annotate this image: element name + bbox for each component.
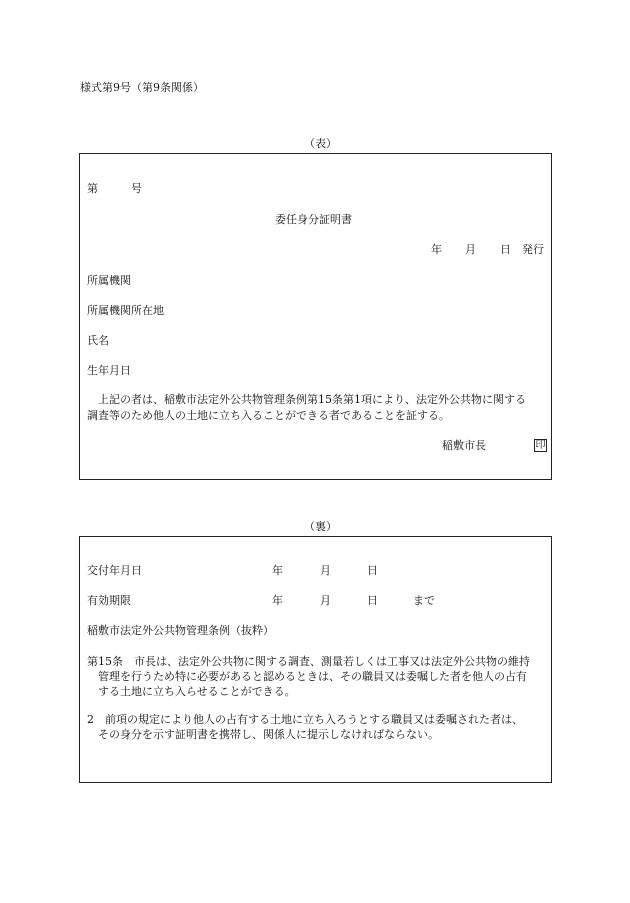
article-15-line-3: する土地に立ち入らせることができる。 <box>98 685 296 698</box>
valid-day: 日 <box>367 594 378 607</box>
valid-month: 月 <box>320 594 331 607</box>
clause-2-line-1: 2 前項の規定により他人の占有する土地に立ち入ろうとする職員又は委嘱された者は、 <box>87 713 523 726</box>
field-birthdate: 生年月日 <box>87 364 131 377</box>
certificate-number-suffix: 号 <box>131 182 142 195</box>
form-number-label: 様式第9号（第9条関係） <box>80 81 204 94</box>
front-caption: （表） <box>304 137 337 150</box>
back-caption: （裏） <box>304 520 337 533</box>
field-affiliation: 所属機関 <box>87 274 131 287</box>
certificate-title: 委任身分証明書 <box>275 213 352 226</box>
valid-period-label: 有効期限 <box>87 594 131 607</box>
back-certificate-box <box>79 536 552 783</box>
issue-month: 月 <box>465 243 476 256</box>
issue-year: 年 <box>431 243 442 256</box>
issue-suffix: 発行 <box>522 243 544 256</box>
seal-mark: 印 <box>535 440 546 451</box>
certificate-number-prefix: 第 <box>87 182 98 195</box>
valid-year: 年 <box>272 594 283 607</box>
issue-day: 日 <box>500 243 511 256</box>
clause-2-line-2: その身分を示す証明書を携帯し、関係人に提示しなければならない。 <box>98 728 439 741</box>
issue-date-day: 日 <box>367 564 378 577</box>
article-15-line-1: 第15条 市長は、法定外公共物に関する調査、測量若しくは工事又は法定外公共物の維持 <box>87 655 530 668</box>
certification-text-line-2: 調査等のため他人の土地に立ち入ることができる者であることを証する。 <box>87 409 450 422</box>
certification-text-line-1: 上記の者は、稲敷市法定外公共物管理条例第15条第1項により、法定外公共物に関する <box>98 393 526 406</box>
ordinance-title: 稲敷市法定外公共物管理条例（抜粋） <box>87 624 274 637</box>
field-affiliation-address: 所属機関所在地 <box>87 304 164 317</box>
article-15-line-2: 管理を行うため特に必要があると認めるときは、その職員又は委嘱した者を他人の占有 <box>98 670 527 683</box>
field-name: 氏名 <box>87 334 109 347</box>
issue-date-year: 年 <box>272 564 283 577</box>
signer: 稲敷市長 <box>442 439 486 452</box>
issue-date-month: 月 <box>320 564 331 577</box>
issue-date-label: 交付年月日 <box>87 564 142 577</box>
valid-until: まで <box>413 594 435 607</box>
front-certificate-box <box>79 153 552 480</box>
